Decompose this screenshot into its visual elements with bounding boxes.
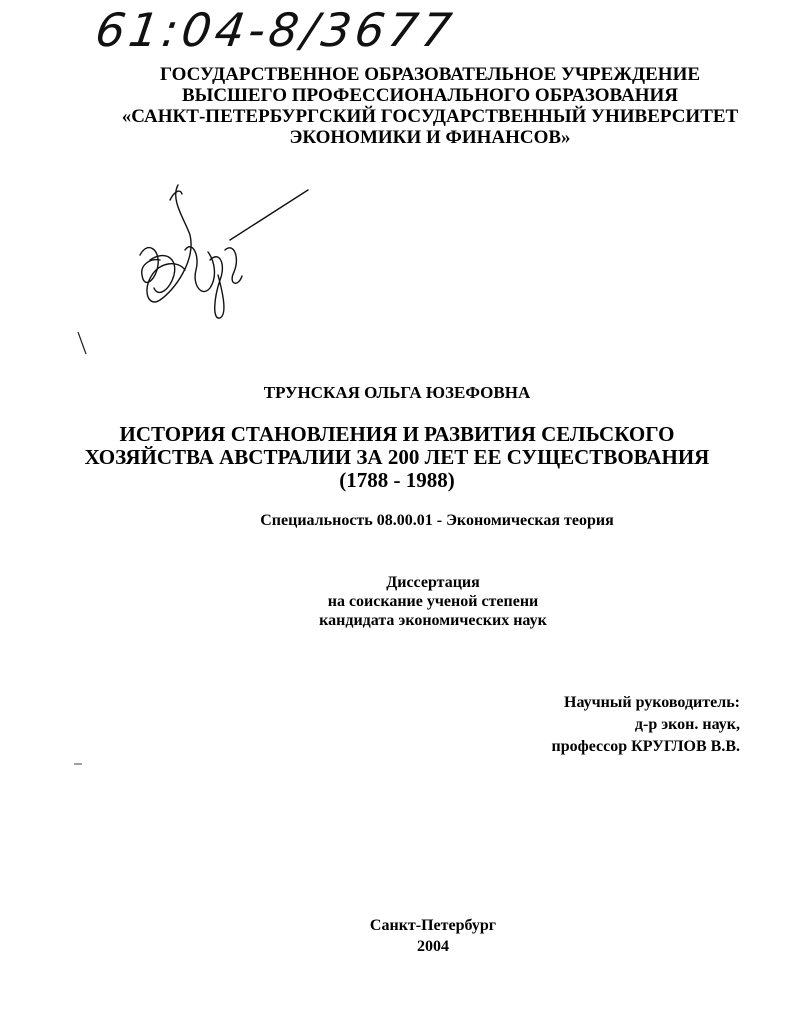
institution-line: «САНКТ-ПЕТЕРБУРГСКИЙ ГОСУДАРСТВЕННЫЙ УНИВЕРСИТЕТ: [121, 106, 739, 127]
dissertation-title: [60, 423, 734, 492]
title-line: ИСТОРИЯ СТАНОВЛЕНИЯ И РАЗВИТИЯ СЕЛЬСКОГО: [119, 422, 675, 446]
year: 2004: [417, 938, 449, 955]
handwritten-catalog-code: 61:04-8/3677: [92, 3, 459, 57]
supervisor-line: д-р экон. наук,: [634, 716, 740, 733]
degree-line: на соискание ученой степени: [327, 593, 539, 610]
institution-header: [100, 64, 760, 148]
author-name: ТРУНСКАЯ ОЛЬГА ЮЗЕФОВНА: [263, 383, 531, 402]
city: Санкт-Петербург: [369, 917, 497, 934]
handwritten-signature: [130, 180, 320, 325]
institution-line: ВЫСШЕГО ПРОФЕССИОНАЛЬНОГО ОБРАЗОВАНИЯ: [182, 85, 678, 106]
specialty: Специальность 08.00.01 - Экономическая теория: [260, 512, 614, 529]
title-line: ХОЗЯЙСТВА АВСТРАЛИИ ЗА 200 ЛЕТ ЕЕ СУЩЕСТВОВАНИЯ: [84, 445, 710, 469]
place-and-year: [300, 915, 566, 957]
institution-line: ГОСУДАРСТВЕННОЕ ОБРАЗОВАТЕЛЬНОЕ УЧРЕЖДЕНИЕ: [159, 64, 701, 85]
scientific-supervisor: [440, 692, 740, 758]
supervisor-line: профессор КРУГЛОВ В.В.: [551, 738, 740, 755]
degree-statement: [200, 573, 666, 630]
scan-mark: [74, 330, 94, 360]
title-line: (1788 - 1988): [339, 468, 455, 492]
scan-mark: [72, 760, 84, 768]
supervisor-line: Научный руководитель:: [564, 694, 740, 711]
degree-line: Диссертация: [386, 574, 480, 591]
degree-line: кандидата экономических наук: [319, 612, 547, 629]
institution-line: ЭКОНОМИКИ И ФИНАНСОВ»: [289, 127, 571, 148]
